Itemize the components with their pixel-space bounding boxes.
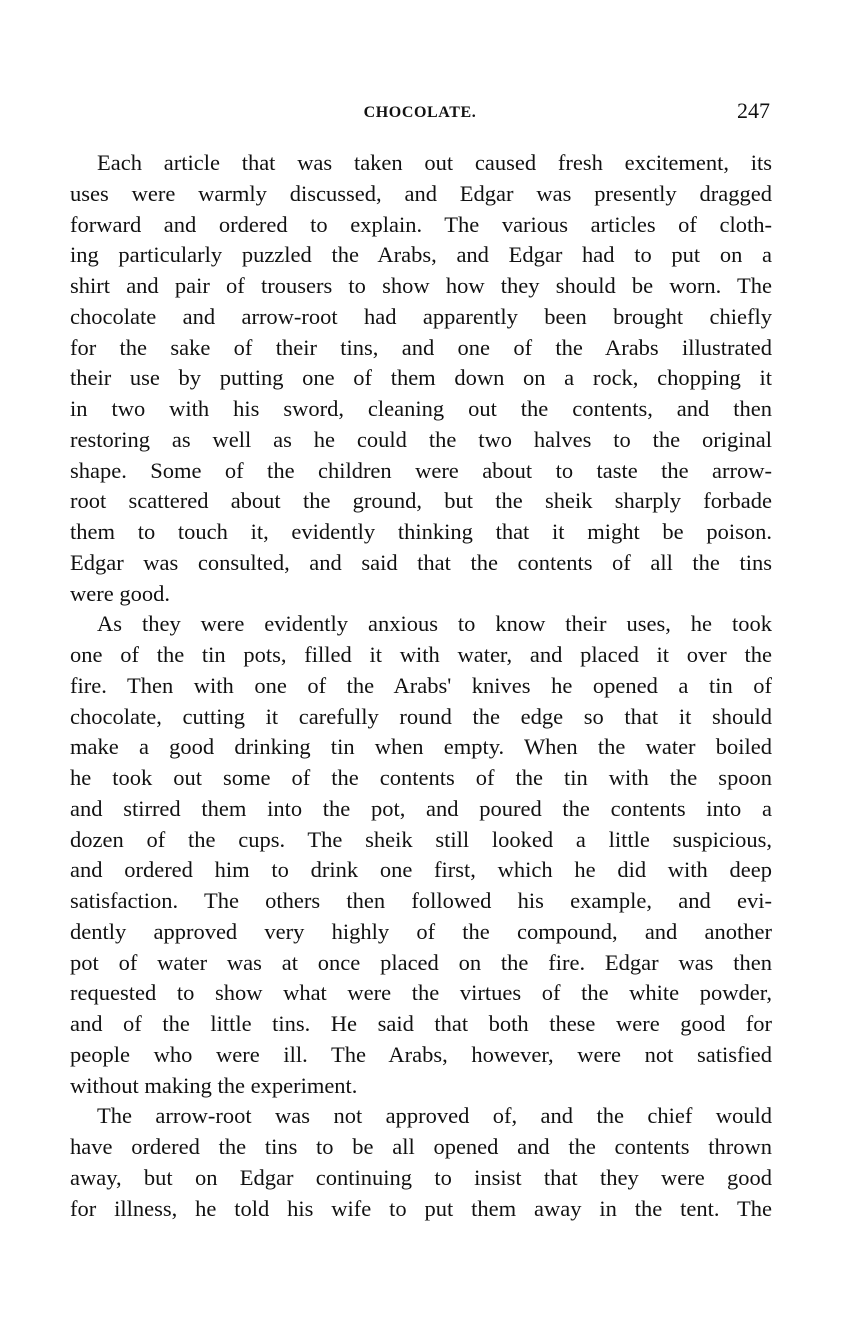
paragraph-1	[70, 148, 772, 609]
text-line: As they were evidently anxious to know their uses, he took	[97, 611, 772, 637]
text-line: ing particularly puzzled the Arabs, and Edgar had to put on a	[70, 242, 772, 268]
text-line: make a good drinking tin when empty. When the water boiled	[70, 734, 772, 760]
text-line: fire. Then with one of the Arabs' knives he opened a tin of	[70, 672, 772, 698]
text-line: Edgar was consulted, and said that the contents of all the tins	[70, 549, 772, 575]
text-line: pot of water was at once placed on the fire. Edgar was then	[70, 949, 772, 975]
text-line: Each article that was taken out caused fresh excitement, its	[97, 150, 772, 175]
text-line: dozen of the cups. The sheik still looked a little suspicious,	[70, 826, 772, 852]
text-line: were good.	[70, 580, 170, 606]
text-line: satisfaction. The others then followed his example, and evi-	[70, 888, 772, 913]
text-line: their use by putting one of them down on a rock, chopping it	[70, 365, 772, 391]
text-line: chocolate and arrow-root had apparently been brought chiefly	[70, 303, 772, 329]
paragraph-3	[70, 1101, 772, 1224]
body-text	[70, 148, 772, 1224]
text-line: for illness, he told his wife to put them away in the tent. The	[70, 1195, 772, 1221]
text-line: The arrow-root was not approved of, and the chief would	[97, 1103, 772, 1129]
page-number: 247	[737, 98, 770, 123]
running-title: CHOCOLATE.	[363, 104, 477, 121]
text-line: forward and ordered to explain. The various articles of cloth-	[70, 211, 772, 237]
text-line: one of the tin pots, filled it with water, and placed it over the	[70, 642, 772, 667]
text-line: for the sake of their tins, and one of the Arabs illustrated	[70, 334, 772, 360]
text-line: restoring as well as he could the two halves to the original	[70, 426, 772, 452]
text-line: and ordered him to drink one first, which he did with deep	[70, 857, 772, 883]
text-line: away, but on Edgar continuing to insist that they were good	[70, 1164, 772, 1190]
text-line: shirt and pair of trousers to show how they should be worn. The	[70, 273, 772, 298]
text-line: requested to show what were the virtues of the white powder,	[70, 980, 772, 1006]
text-line: without making the experiment.	[70, 1072, 358, 1098]
text-line: and of the little tins. He said that both these were good for	[70, 1011, 772, 1036]
text-line: them to touch it, evidently thinking that it might be poison.	[70, 519, 772, 544]
text-line: dently approved very highly of the compound, and another	[70, 918, 772, 944]
text-line: in two with his sword, cleaning out the contents, and then	[70, 396, 772, 421]
text-line: and stirred them into the pot, and poured the contents into a	[70, 795, 772, 821]
text-line: chocolate, cutting it carefully round the edge so that it should	[70, 703, 772, 729]
paragraph-2	[70, 609, 772, 1101]
text-line: he took out some of the contents of the tin with the spoon	[70, 765, 772, 790]
text-line: people who were ill. The Arabs, however, were not satisfied	[70, 1041, 772, 1067]
text-line: root scattered about the ground, but the sheik sharply forbade	[70, 488, 772, 514]
text-line: uses were warmly discussed, and Edgar was presently dragged	[70, 180, 772, 206]
text-line: shape. Some of the children were about to taste the arrow-	[70, 457, 772, 483]
text-line: have ordered the tins to be all opened and the contents thrown	[70, 1134, 772, 1159]
page-header	[70, 98, 770, 128]
